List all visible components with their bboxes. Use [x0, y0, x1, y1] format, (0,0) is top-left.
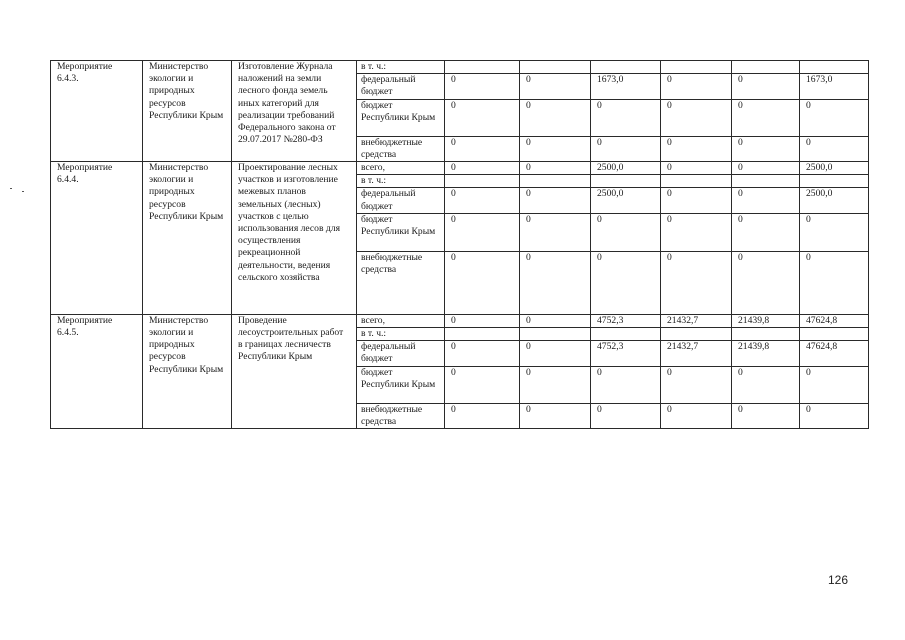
value-cell: 0	[520, 314, 591, 327]
value-cell: 0	[520, 136, 591, 161]
value-cell: 0	[445, 74, 520, 99]
source-cell: бюджет Республики Крым	[357, 99, 445, 136]
value-cell: 0	[445, 366, 520, 403]
value-cell: 0	[732, 403, 800, 428]
value-cell: 0	[800, 213, 869, 251]
value-cell: 0	[661, 162, 732, 175]
value-cell: 0	[732, 74, 800, 99]
source-cell: всего,	[357, 162, 445, 175]
source-cell: федеральный бюджет	[357, 341, 445, 366]
value-cell: 1673,0	[800, 74, 869, 99]
value-cell: 0	[661, 99, 732, 136]
value-cell: 2500,0	[800, 188, 869, 213]
value-cell	[445, 175, 520, 188]
value-cell: 0	[732, 251, 800, 314]
value-cell: 2500,0	[591, 162, 661, 175]
source-cell: в т. ч.:	[357, 61, 445, 74]
value-cell	[591, 175, 661, 188]
value-cell: 0	[520, 341, 591, 366]
value-cell: 0	[800, 403, 869, 428]
value-cell: 0	[661, 403, 732, 428]
value-cell: 0	[661, 136, 732, 161]
executor-cell: Министерство экологии и природных ресурсов Республики Крым	[143, 314, 232, 428]
value-cell: 47624,8	[800, 341, 869, 366]
value-cell: 0	[661, 251, 732, 314]
value-cell	[732, 61, 800, 74]
value-cell: 0	[445, 403, 520, 428]
table-row	[51, 314, 869, 327]
value-cell: 0	[591, 213, 661, 251]
value-cell	[732, 175, 800, 188]
value-cell: 0	[732, 213, 800, 251]
value-cell: 0	[445, 188, 520, 213]
value-cell: 0	[445, 314, 520, 327]
value-cell: 21432,7	[661, 314, 732, 327]
value-cell: 0	[445, 341, 520, 366]
value-cell: 0	[661, 366, 732, 403]
value-cell: 0	[661, 213, 732, 251]
value-cell	[520, 328, 591, 341]
value-cell: 4752,3	[591, 314, 661, 327]
value-cell: 0	[520, 74, 591, 99]
value-cell	[520, 61, 591, 74]
value-cell: 0	[800, 366, 869, 403]
value-cell: 0	[520, 403, 591, 428]
value-cell: 0	[591, 136, 661, 161]
value-cell: 0	[591, 403, 661, 428]
value-cell: 0	[800, 136, 869, 161]
value-cell: 0	[445, 99, 520, 136]
value-cell	[800, 175, 869, 188]
value-cell: 0	[520, 366, 591, 403]
source-cell: всего,	[357, 314, 445, 327]
value-cell: 0	[800, 251, 869, 314]
value-cell: 0	[800, 99, 869, 136]
event-cell: Мероприятие 6.4.4.	[51, 162, 143, 315]
value-cell: 21432,7	[661, 341, 732, 366]
description-cell: Изготовление Журнала наложений на земли лесного фонда земель иных категорий для реализации требований Федерального закона от 29.07.2017 №280-ФЗ	[232, 61, 357, 162]
source-cell: федеральный бюджет	[357, 74, 445, 99]
value-cell	[661, 328, 732, 341]
source-cell: бюджет Республики Крым	[357, 213, 445, 251]
value-cell	[800, 328, 869, 341]
page-number: 126	[828, 573, 849, 587]
value-cell: 2500,0	[591, 188, 661, 213]
source-cell: федеральный бюджет	[357, 188, 445, 213]
scan-speck	[10, 188, 12, 189]
value-cell	[445, 61, 520, 74]
description-cell: Проектирование лесных участков и изготовление межевых планов земельных (лесных) участков с целью использования лесов для осуществления рекреационной деятельности, ведения сельского хозяйства	[232, 162, 357, 315]
value-cell: 0	[520, 162, 591, 175]
value-cell	[661, 175, 732, 188]
event-cell: Мероприятие 6.4.5.	[51, 314, 143, 428]
table-row	[51, 162, 869, 175]
value-cell: 0	[732, 99, 800, 136]
value-cell: 0	[732, 162, 800, 175]
value-cell	[800, 61, 869, 74]
value-cell: 0	[445, 251, 520, 314]
value-cell: 0	[445, 162, 520, 175]
value-cell: 0	[591, 251, 661, 314]
source-cell: внебюджетные средства	[357, 403, 445, 428]
value-cell: 0	[520, 99, 591, 136]
value-cell: 0	[591, 99, 661, 136]
value-cell: 21439,8	[732, 341, 800, 366]
value-cell: 0	[520, 188, 591, 213]
executor-cell: Министерство экологии и природных ресурсов Республики Крым	[143, 162, 232, 315]
value-cell: 0	[520, 251, 591, 314]
value-cell	[732, 328, 800, 341]
table-row	[51, 61, 869, 74]
event-cell: Мероприятие 6.4.3.	[51, 61, 143, 162]
value-cell: 0	[661, 74, 732, 99]
description-cell: Проведение лесоустроительных работ в границах лесничеств Республики Крым	[232, 314, 357, 428]
value-cell: 47624,8	[800, 314, 869, 327]
value-cell	[445, 328, 520, 341]
value-cell: 2500,0	[800, 162, 869, 175]
value-cell: 0	[445, 136, 520, 161]
value-cell: 0	[520, 213, 591, 251]
value-cell	[661, 61, 732, 74]
source-cell: бюджет Республики Крым	[357, 366, 445, 403]
value-cell: 0	[732, 136, 800, 161]
value-cell: 0	[732, 188, 800, 213]
source-cell: внебюджетные средства	[357, 251, 445, 314]
value-cell: 4752,3	[591, 341, 661, 366]
value-cell	[520, 175, 591, 188]
value-cell	[591, 328, 661, 341]
value-cell: 1673,0	[591, 74, 661, 99]
value-cell: 0	[732, 366, 800, 403]
table-body	[51, 61, 869, 429]
source-cell: в т. ч.:	[357, 328, 445, 341]
scan-speck	[22, 191, 24, 192]
source-cell: в т. ч.:	[357, 175, 445, 188]
value-cell: 0	[591, 366, 661, 403]
executor-cell: Министерство экологии и природных ресурсов Республики Крым	[143, 61, 232, 162]
funding-table	[50, 60, 869, 429]
value-cell: 0	[661, 188, 732, 213]
value-cell: 21439,8	[732, 314, 800, 327]
value-cell: 0	[445, 213, 520, 251]
source-cell: внебюджетные средства	[357, 136, 445, 161]
value-cell	[591, 61, 661, 74]
